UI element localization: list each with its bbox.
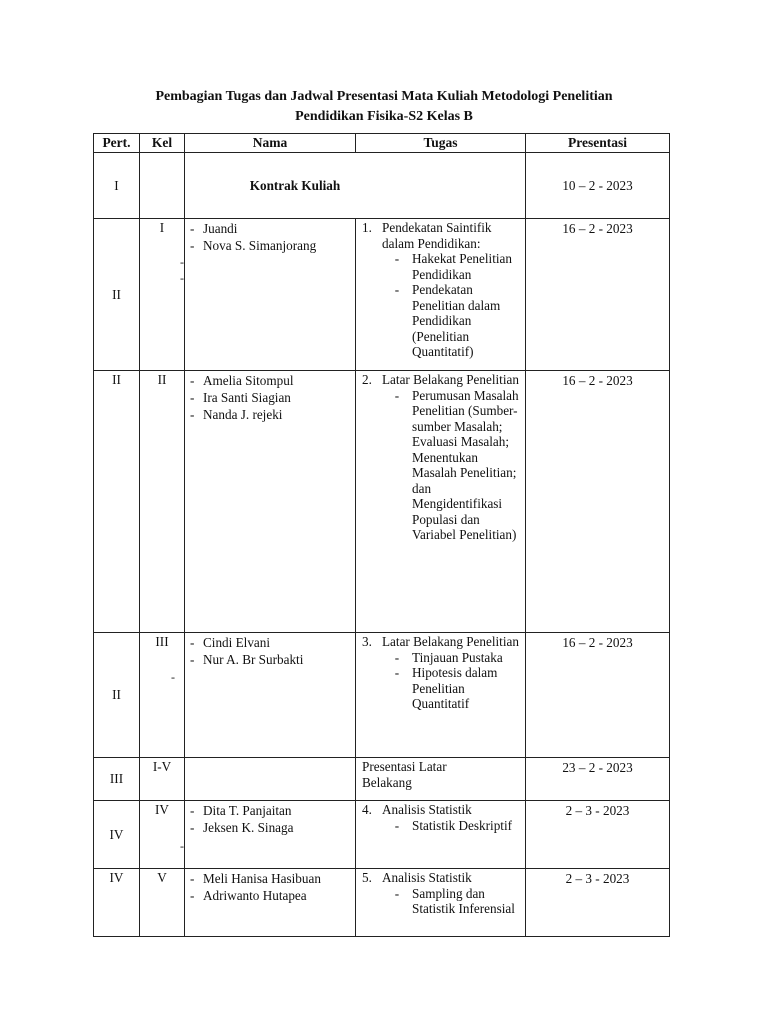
cell-kel: II — [140, 371, 185, 633]
name-list — [185, 220, 355, 254]
cell-pert: II — [94, 219, 140, 371]
cell-nama — [185, 371, 356, 633]
cell-pert: II — [94, 371, 140, 633]
task-number: 2. — [362, 372, 372, 387]
cell-tugas — [356, 801, 526, 869]
header-pert: Pert. — [94, 134, 140, 153]
table-row — [94, 758, 670, 801]
name-item: - Nova S. Simanjorang — [190, 237, 355, 254]
task-title: Analisis Statistik — [382, 870, 472, 885]
cell-tugas — [356, 869, 526, 937]
subtask-dash: - — [394, 282, 400, 297]
subtask-text: Perumusan Masalah Penelitian (Sumber-sumber Masalah; Evaluasi Masalah; Menentukan Masalah Penelitian; dan Mengidentifikasi Populasi dan Variabel Penelitian) — [412, 387, 519, 542]
table-row — [94, 153, 670, 219]
name-item: - Dita T. Panjaitan — [190, 802, 355, 819]
cell-tugas — [356, 758, 526, 801]
cell-pert: I — [94, 153, 140, 219]
table-row — [94, 371, 670, 633]
cell-presentasi-date: 10 – 2 - 2023 — [526, 153, 670, 219]
subtask-dash: - — [394, 649, 400, 665]
stray-dash-mark: - — [180, 271, 184, 285]
subtask-dash: - — [394, 665, 400, 680]
subtask-text: Pendekatan Penelitian dalam Pendidikan (Penelitian Quantitatif) — [412, 282, 501, 359]
name-item: - Juandi — [190, 220, 355, 237]
subtask-item — [382, 665, 521, 712]
name-item: - Nur A. Br Surbakti — [190, 651, 355, 668]
name-list — [185, 870, 355, 904]
schedule-table — [93, 133, 670, 937]
task-title: Latar Belakang Penelitian — [382, 634, 519, 649]
document-title-line-2: Pendidikan Fisika-S2 Kelas B — [295, 109, 473, 124]
stray-dash-mark: - — [180, 255, 184, 269]
cell-pert: IV — [94, 801, 140, 869]
name-list — [185, 802, 355, 836]
name-item: - Cindi Elvani — [190, 634, 355, 651]
cell-nama — [185, 219, 356, 371]
header-kel: Kel — [140, 134, 185, 153]
cell-nama — [185, 869, 356, 937]
header-nama: Nama — [185, 134, 356, 153]
table-row — [94, 633, 670, 758]
subtask-text: Sampling dan Statistik Inferensial — [412, 885, 515, 916]
stray-dash-mark: - — [180, 839, 184, 853]
cell-kel — [140, 153, 185, 219]
cell-presentasi-date: 2 – 3 - 2023 — [526, 801, 670, 869]
stray-dash-mark: - — [171, 670, 175, 684]
cell-nama — [185, 801, 356, 869]
cell-presentasi-date: 16 – 2 - 2023 — [526, 371, 670, 633]
cell-kontrak-kuliah: Kontrak Kuliah — [185, 153, 526, 219]
cell-tugas — [356, 219, 526, 371]
cell-presentasi-date: 16 – 2 - 2023 — [526, 219, 670, 371]
cell-tugas — [356, 371, 526, 633]
cell-pert: II — [94, 633, 140, 758]
header-tugas: Tugas — [356, 134, 526, 153]
cell-presentasi-date: 23 – 2 - 2023 — [526, 758, 670, 801]
subtask-item — [382, 886, 521, 917]
subtask-text: Hakekat Penelitian Pendidikan — [412, 251, 512, 282]
subtask-item — [382, 650, 521, 666]
cell-nama — [185, 758, 356, 801]
task-title: Presentasi Latar Belakang — [362, 759, 447, 790]
cell-kel: III — [140, 633, 185, 758]
cell-kel: I — [140, 219, 185, 371]
table-row — [94, 219, 670, 371]
cell-kel: IV — [140, 801, 185, 869]
task-title: Latar Belakang Penelitian — [382, 372, 519, 387]
name-item: - Adriwanto Hutapea — [190, 887, 355, 904]
subtask-dash: - — [394, 387, 400, 403]
subtask-text: Hipotesis dalam Penelitian Quantitatif — [412, 665, 498, 711]
table-header-row — [94, 134, 670, 153]
subtask-dash: - — [394, 817, 400, 833]
subtask-item — [382, 282, 521, 360]
cell-kel: V — [140, 869, 185, 937]
task-number: 3. — [362, 634, 372, 649]
cell-presentasi-date: 16 – 2 - 2023 — [526, 633, 670, 758]
document-title-line-1: Pembagian Tugas dan Jadwal Presentasi Mata Kuliah Metodologi Penelitian — [155, 89, 613, 104]
table-row — [94, 869, 670, 937]
name-item: - Amelia Sitompul — [190, 372, 355, 389]
name-item: - Nanda J. rejeki — [190, 406, 355, 423]
task-number: 1. — [362, 220, 372, 235]
name-list — [185, 634, 355, 668]
cell-presentasi-date: 2 – 3 - 2023 — [526, 869, 670, 937]
name-item: - Ira Santi Siagian — [190, 389, 355, 406]
name-list — [185, 372, 355, 423]
task-title: Analisis Statistik — [382, 802, 472, 817]
cell-tugas — [356, 633, 526, 758]
subtask-item — [382, 818, 521, 834]
table-row — [94, 801, 670, 869]
cell-kel: I-V — [140, 758, 185, 801]
subtask-item — [382, 388, 521, 543]
task-number: 5. — [362, 870, 372, 885]
header-presentasi: Presentasi — [526, 134, 670, 153]
name-item: - Meli Hanisa Hasibuan — [190, 870, 355, 887]
name-item: - Jeksen K. Sinaga — [190, 819, 355, 836]
cell-pert: III — [94, 758, 140, 801]
subtask-dash: - — [394, 251, 400, 266]
cell-pert: IV — [94, 869, 140, 937]
subtask-text: Tinjauan Pustaka — [412, 649, 503, 665]
cell-nama — [185, 633, 356, 758]
task-title: Pendekatan Saintifik dalam Pendidikan: — [382, 220, 492, 251]
subtask-item — [382, 251, 521, 282]
subtask-text: Statistik Deskriptif — [412, 817, 513, 833]
task-number: 4. — [362, 802, 372, 817]
subtask-dash: - — [394, 885, 400, 901]
